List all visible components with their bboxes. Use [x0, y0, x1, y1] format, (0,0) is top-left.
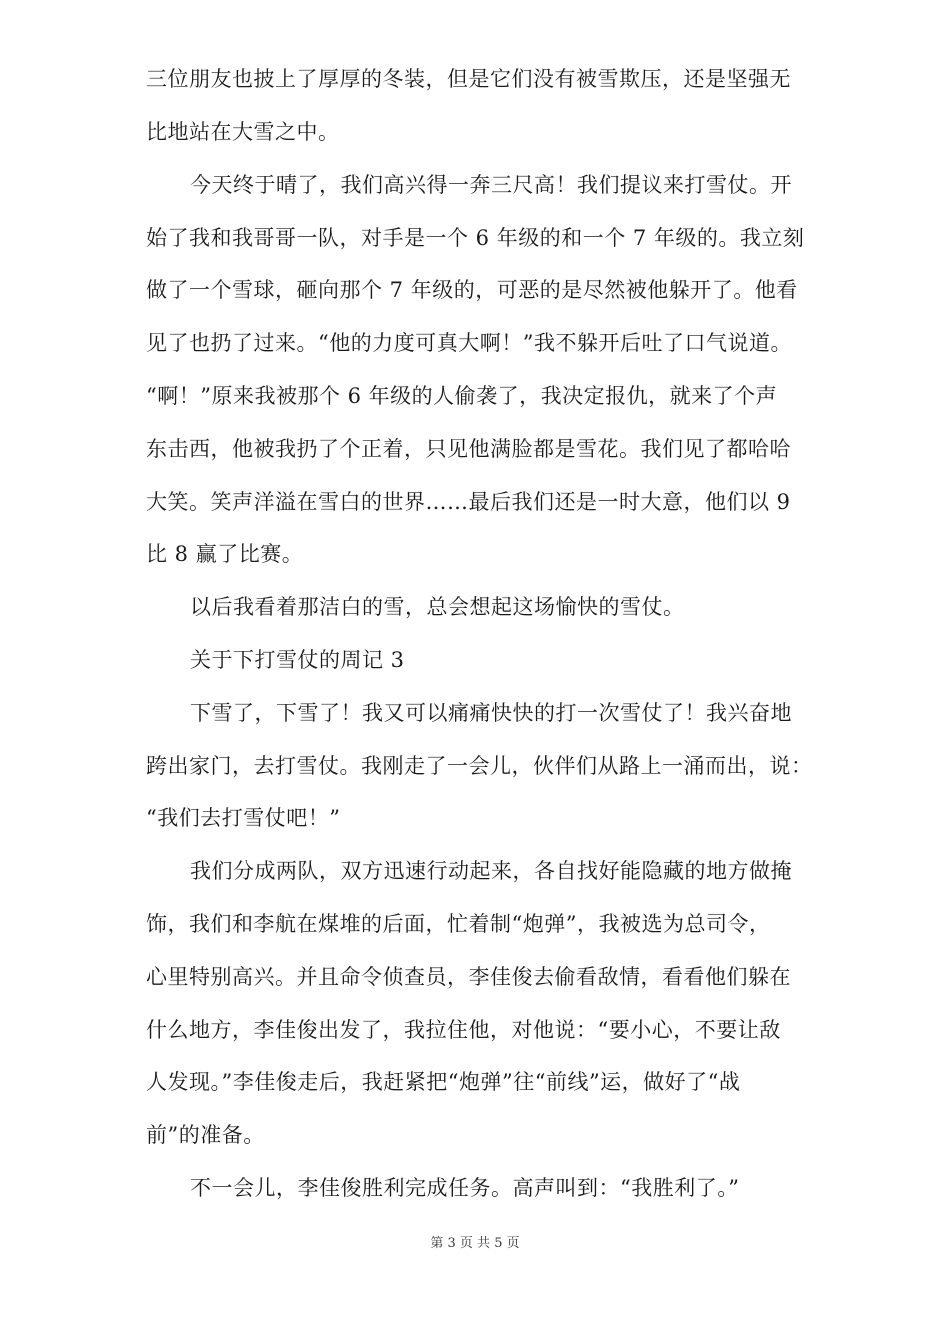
paragraph-start-line: 我们分成两队，双方迅速行动起来，各自找好能隐藏的地方做掩	[190, 859, 792, 883]
paragraph-start-line: 今天终于晴了，我们高兴得一奔三尺高！我们提议来打雪仗。开	[190, 173, 792, 197]
text-line: 跨出家门，去打雪仗。我刚走了一会儿，伙伴们从路上一涌而出，说：	[146, 754, 813, 778]
paragraph-start-line: 以后我看着那洁白的雪，总会想起这场愉快的雪仗。	[190, 595, 685, 619]
text-line: 始了我和我哥哥一队，对手是一个 6 年级的和一个 7 年级的。我立刻	[146, 226, 805, 250]
text-line: “啊！”原来我被那个 6 年级的人偷袭了，我决定报仇，就来了个声	[146, 384, 778, 408]
text-line: 东击西，他被我扔了个正着，只见他满脸都是雪花。我们见了都哈哈	[146, 437, 791, 461]
text-line: 做了一个雪球，砸向那个 7 年级的，可恶的是尽然被他躲开了。他看	[146, 278, 798, 302]
text-line: 前”的准备。	[146, 1123, 265, 1147]
text-line: 见了也扔了过来。“他的力度可真大啊！”我不躲开后吐了口气说道。	[146, 331, 792, 355]
text-line: 比 8 赢了比赛。	[146, 542, 304, 566]
paragraph-start-line: 下雪了，下雪了！我又可以痛痛快快的打一次雪仗了！我兴奋地	[190, 701, 792, 725]
section-heading: 关于下打雪仗的周记 3	[190, 648, 405, 672]
text-line: 心里特别高兴。并且命令侦查员，李佳俊去偷看敌情，看看他们躲在	[146, 965, 791, 989]
text-line: 饰，我们和李航在煤堆的后面，忙着制“炮弹”，我被选为总司令，	[146, 912, 771, 936]
text-line: 什么地方，李佳俊出发了，我拉住他，对他说：“要小心，不要让敌	[146, 1018, 781, 1042]
text-line: 大笑。笑声洋溢在雪白的世界……最后我们还是一时大意，他们以 9	[146, 490, 791, 514]
page-number-label: 第 3 页 共 5 页	[430, 1236, 520, 1251]
text-line: “我们去打雪仗吧！”	[146, 806, 341, 830]
page-footer	[0, 1232, 950, 1251]
paragraph-start-line: 不一会儿，李佳俊胜利完成任务。高声叫到：“我胜利了。”	[190, 1176, 740, 1200]
text-line: 人发现。”李佳俊走后，我赶紧把“炮弹”往“前线”运，做好了“战	[146, 1070, 741, 1094]
text-line: 比地站在大雪之中。	[146, 120, 340, 144]
text-line: 三位朋友也披上了厚厚的冬装，但是它们没有被雪欺压，还是坚强无	[146, 67, 791, 91]
